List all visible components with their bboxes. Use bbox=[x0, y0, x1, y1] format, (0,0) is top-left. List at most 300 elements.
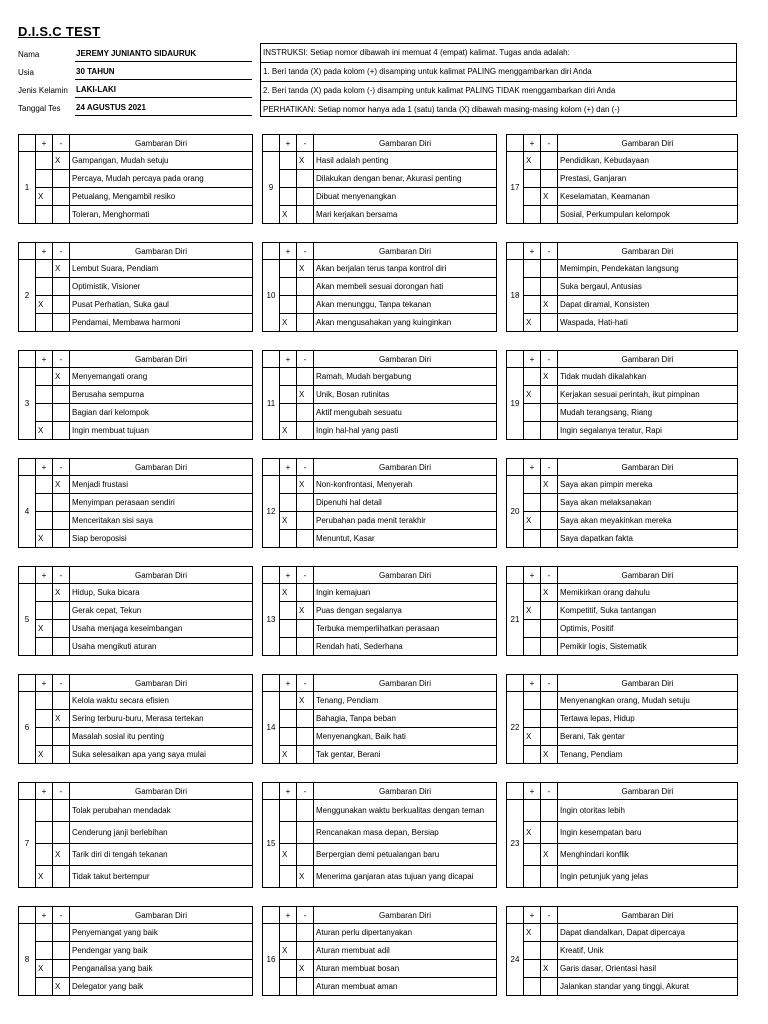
plus-mark-cell[interactable] bbox=[524, 260, 541, 278]
statement-row bbox=[507, 602, 738, 620]
minus-mark-cell[interactable]: X bbox=[53, 476, 70, 494]
plus-mark-cell[interactable]: X bbox=[280, 314, 297, 332]
instruction-line: 2. Beri tanda (X) pada kolom (-) disamping untuk kalimat PALING TIDAK menggambarkan diri Anda bbox=[261, 81, 736, 100]
minus-mark-cell[interactable]: X bbox=[53, 368, 70, 386]
minus-header: - bbox=[297, 567, 314, 584]
plus-mark-cell[interactable] bbox=[524, 278, 541, 296]
minus-mark-cell[interactable] bbox=[53, 692, 70, 710]
plus-mark-cell[interactable] bbox=[36, 476, 53, 494]
statement-text: Saya dapatkan fakta bbox=[558, 530, 738, 548]
statement-row bbox=[19, 960, 253, 978]
minus-mark-cell[interactable]: X bbox=[541, 296, 558, 314]
minus-mark-cell[interactable] bbox=[297, 584, 314, 602]
minus-mark-cell[interactable] bbox=[541, 866, 558, 888]
minus-mark-cell[interactable] bbox=[541, 638, 558, 656]
plus-mark-cell[interactable] bbox=[280, 278, 297, 296]
minus-mark-cell[interactable] bbox=[53, 746, 70, 764]
question-number: 16 bbox=[263, 924, 280, 996]
plus-mark-cell[interactable] bbox=[36, 822, 53, 844]
plus-mark-cell[interactable] bbox=[36, 278, 53, 296]
plus-mark-cell[interactable] bbox=[280, 800, 297, 822]
number-header-cell bbox=[19, 675, 36, 692]
plus-mark-cell[interactable] bbox=[36, 844, 53, 866]
minus-header: - bbox=[541, 459, 558, 476]
minus-mark-cell[interactable]: X bbox=[53, 152, 70, 170]
plus-mark-cell[interactable] bbox=[524, 638, 541, 656]
description-header: Gambaran Diri bbox=[558, 675, 738, 692]
minus-mark-cell[interactable] bbox=[53, 206, 70, 224]
plus-mark-cell[interactable]: X bbox=[280, 584, 297, 602]
statement-row bbox=[19, 476, 253, 494]
description-header: Gambaran Diri bbox=[314, 243, 497, 260]
statement-row bbox=[19, 530, 253, 548]
minus-mark-cell[interactable]: X bbox=[53, 710, 70, 728]
minus-mark-cell[interactable] bbox=[297, 942, 314, 960]
statement-row bbox=[263, 800, 497, 822]
plus-mark-cell[interactable] bbox=[280, 710, 297, 728]
question-number: 23 bbox=[507, 800, 524, 888]
plus-mark-cell[interactable] bbox=[524, 844, 541, 866]
statement-text: Ingin hal-hal yang pasti bbox=[314, 422, 497, 440]
statement-row bbox=[263, 638, 497, 656]
plus-header: + bbox=[524, 459, 541, 476]
statement-row bbox=[19, 602, 253, 620]
plus-mark-cell[interactable] bbox=[280, 404, 297, 422]
number-header-cell bbox=[19, 243, 36, 260]
plus-mark-cell[interactable] bbox=[36, 584, 53, 602]
question-table bbox=[262, 566, 497, 656]
minus-mark-cell[interactable] bbox=[53, 602, 70, 620]
minus-mark-cell[interactable] bbox=[541, 978, 558, 996]
plus-mark-cell[interactable]: X bbox=[524, 728, 541, 746]
minus-mark-cell[interactable] bbox=[297, 746, 314, 764]
minus-mark-cell[interactable]: X bbox=[297, 692, 314, 710]
plus-mark-cell[interactable] bbox=[524, 206, 541, 224]
plus-mark-cell[interactable]: X bbox=[524, 602, 541, 620]
plus-mark-cell[interactable] bbox=[36, 314, 53, 332]
minus-mark-cell[interactable]: X bbox=[53, 260, 70, 278]
statement-text: Perubahan pada menit terakhir bbox=[314, 512, 497, 530]
minus-mark-cell[interactable] bbox=[541, 170, 558, 188]
minus-mark-cell[interactable]: X bbox=[541, 188, 558, 206]
statement-row bbox=[263, 404, 497, 422]
minus-mark-cell[interactable] bbox=[297, 422, 314, 440]
plus-mark-cell[interactable] bbox=[524, 422, 541, 440]
plus-mark-cell[interactable] bbox=[280, 296, 297, 314]
plus-mark-cell[interactable] bbox=[280, 170, 297, 188]
plus-mark-cell[interactable] bbox=[280, 978, 297, 996]
question-number: 8 bbox=[19, 924, 36, 996]
plus-mark-cell[interactable] bbox=[36, 170, 53, 188]
plus-mark-cell[interactable] bbox=[280, 602, 297, 620]
minus-mark-cell[interactable] bbox=[297, 188, 314, 206]
plus-mark-cell[interactable] bbox=[280, 620, 297, 638]
minus-mark-cell[interactable] bbox=[53, 404, 70, 422]
question-number: 19 bbox=[507, 368, 524, 440]
plus-mark-cell[interactable]: X bbox=[36, 530, 53, 548]
minus-mark-cell[interactable] bbox=[541, 404, 558, 422]
minus-mark-cell[interactable]: X bbox=[53, 584, 70, 602]
minus-mark-cell[interactable] bbox=[297, 494, 314, 512]
plus-mark-cell[interactable]: X bbox=[280, 422, 297, 440]
plus-mark-cell[interactable] bbox=[524, 746, 541, 764]
statement-text: Kreatif, Unik bbox=[558, 942, 738, 960]
plus-mark-cell[interactable] bbox=[36, 206, 53, 224]
minus-mark-cell[interactable] bbox=[541, 152, 558, 170]
minus-mark-cell[interactable] bbox=[297, 170, 314, 188]
plus-mark-cell[interactable] bbox=[524, 476, 541, 494]
plus-mark-cell[interactable] bbox=[280, 692, 297, 710]
statement-text: Aturan membuat bosan bbox=[314, 960, 497, 978]
statement-text: Petualang, Mengambil resiko bbox=[70, 188, 253, 206]
minus-mark-cell[interactable] bbox=[541, 260, 558, 278]
minus-header: - bbox=[541, 351, 558, 368]
statement-text: Ingin otoritas lebih bbox=[558, 800, 738, 822]
minus-header: - bbox=[297, 675, 314, 692]
statement-text: Tertawa lepas, Hidup bbox=[558, 710, 738, 728]
statement-text: Dapat diandalkan, Dapat dipercaya bbox=[558, 924, 738, 942]
minus-header: - bbox=[297, 907, 314, 924]
plus-mark-cell[interactable] bbox=[524, 866, 541, 888]
minus-mark-cell[interactable] bbox=[297, 638, 314, 656]
plus-mark-cell[interactable]: X bbox=[524, 152, 541, 170]
minus-mark-cell[interactable] bbox=[541, 692, 558, 710]
plus-header: + bbox=[36, 243, 53, 260]
minus-mark-cell[interactable] bbox=[297, 206, 314, 224]
question-number: 11 bbox=[263, 368, 280, 440]
plus-mark-cell[interactable] bbox=[524, 188, 541, 206]
minus-mark-cell[interactable] bbox=[53, 728, 70, 746]
plus-mark-cell[interactable] bbox=[524, 296, 541, 314]
plus-mark-cell[interactable] bbox=[280, 368, 297, 386]
minus-mark-cell[interactable] bbox=[53, 942, 70, 960]
minus-mark-cell[interactable] bbox=[53, 314, 70, 332]
statement-row bbox=[19, 978, 253, 996]
plus-mark-cell[interactable] bbox=[36, 942, 53, 960]
minus-mark-cell[interactable] bbox=[297, 512, 314, 530]
minus-mark-cell[interactable] bbox=[53, 422, 70, 440]
plus-mark-cell[interactable]: X bbox=[280, 942, 297, 960]
number-header-cell bbox=[507, 783, 524, 800]
plus-mark-cell[interactable] bbox=[36, 404, 53, 422]
statement-text: Ingin kemajuan bbox=[314, 584, 497, 602]
plus-mark-cell[interactable]: X bbox=[36, 620, 53, 638]
minus-mark-cell[interactable] bbox=[541, 206, 558, 224]
description-header: Gambaran Diri bbox=[314, 135, 497, 152]
minus-mark-cell[interactable] bbox=[541, 314, 558, 332]
plus-mark-cell[interactable] bbox=[36, 978, 53, 996]
minus-mark-cell[interactable] bbox=[297, 314, 314, 332]
minus-mark-cell[interactable] bbox=[541, 924, 558, 942]
statement-text: Jalankan standar yang tinggi, Akurat bbox=[558, 978, 738, 996]
minus-mark-cell[interactable] bbox=[297, 620, 314, 638]
statement-text: Mari kerjakan bersama bbox=[314, 206, 497, 224]
minus-mark-cell[interactable] bbox=[53, 296, 70, 314]
minus-mark-cell[interactable] bbox=[297, 978, 314, 996]
statement-text: Percaya, Mudah percaya pada orang bbox=[70, 170, 253, 188]
minus-mark-cell[interactable] bbox=[297, 822, 314, 844]
plus-mark-cell[interactable]: X bbox=[280, 746, 297, 764]
minus-mark-cell[interactable]: X bbox=[53, 978, 70, 996]
statement-row bbox=[19, 494, 253, 512]
minus-mark-cell[interactable] bbox=[53, 170, 70, 188]
question-number: 20 bbox=[507, 476, 524, 548]
plus-mark-cell[interactable] bbox=[280, 822, 297, 844]
minus-mark-cell[interactable] bbox=[541, 278, 558, 296]
statement-row bbox=[507, 844, 738, 866]
minus-mark-cell[interactable]: X bbox=[541, 844, 558, 866]
minus-mark-cell[interactable]: X bbox=[297, 260, 314, 278]
statement-row bbox=[19, 728, 253, 746]
statement-row bbox=[263, 188, 497, 206]
plus-mark-cell[interactable]: X bbox=[36, 746, 53, 764]
question-number: 21 bbox=[507, 584, 524, 656]
plus-mark-cell[interactable] bbox=[36, 152, 53, 170]
minus-mark-cell[interactable]: X bbox=[541, 746, 558, 764]
minus-header: - bbox=[297, 135, 314, 152]
question-table bbox=[262, 458, 497, 548]
minus-mark-cell[interactable] bbox=[53, 278, 70, 296]
plus-header: + bbox=[524, 907, 541, 924]
plus-mark-cell[interactable] bbox=[36, 710, 53, 728]
minus-mark-cell[interactable] bbox=[297, 924, 314, 942]
minus-mark-cell[interactable]: X bbox=[297, 476, 314, 494]
plus-mark-cell[interactable] bbox=[280, 260, 297, 278]
minus-mark-cell[interactable]: X bbox=[541, 476, 558, 494]
statement-text: Ingin kesempatan baru bbox=[558, 822, 738, 844]
statement-text: Menyenangkan orang, Mudah setuju bbox=[558, 692, 738, 710]
minus-mark-cell[interactable] bbox=[53, 924, 70, 942]
question-table bbox=[262, 782, 497, 888]
plus-mark-cell[interactable] bbox=[280, 476, 297, 494]
question-number: 10 bbox=[263, 260, 280, 332]
plus-mark-cell[interactable]: X bbox=[36, 960, 53, 978]
minus-mark-cell[interactable] bbox=[53, 960, 70, 978]
minus-mark-cell[interactable]: X bbox=[297, 960, 314, 978]
statement-text: Tenang, Pendiam bbox=[558, 746, 738, 764]
minus-mark-cell[interactable] bbox=[297, 728, 314, 746]
statement-text: Saya akan melaksanakan bbox=[558, 494, 738, 512]
statement-text: Aktif mengubah sesuatu bbox=[314, 404, 497, 422]
minus-mark-cell[interactable] bbox=[53, 188, 70, 206]
statement-row bbox=[263, 296, 497, 314]
plus-mark-cell[interactable] bbox=[524, 710, 541, 728]
minus-mark-cell[interactable] bbox=[297, 278, 314, 296]
plus-mark-cell[interactable] bbox=[280, 638, 297, 656]
statement-row bbox=[19, 800, 253, 822]
plus-mark-cell[interactable] bbox=[280, 188, 297, 206]
plus-mark-cell[interactable]: X bbox=[36, 422, 53, 440]
statement-row bbox=[19, 844, 253, 866]
statement-text: Sosial, Perkumpulan kelompok bbox=[558, 206, 738, 224]
statement-row bbox=[507, 822, 738, 844]
plus-mark-cell[interactable] bbox=[36, 386, 53, 404]
question-table bbox=[506, 566, 738, 656]
statement-row bbox=[507, 494, 738, 512]
plus-mark-cell[interactable]: X bbox=[280, 844, 297, 866]
plus-mark-cell[interactable] bbox=[36, 602, 53, 620]
statement-row bbox=[19, 620, 253, 638]
question-number: 6 bbox=[19, 692, 36, 764]
plus-mark-cell[interactable] bbox=[280, 728, 297, 746]
plus-header: + bbox=[524, 783, 541, 800]
minus-mark-cell[interactable] bbox=[541, 602, 558, 620]
plus-mark-cell[interactable] bbox=[524, 170, 541, 188]
number-header-cell bbox=[19, 783, 36, 800]
minus-mark-cell[interactable] bbox=[53, 638, 70, 656]
minus-mark-cell[interactable] bbox=[53, 800, 70, 822]
statement-text: Pendidikan, Kebudayaan bbox=[558, 152, 738, 170]
plus-header: + bbox=[524, 567, 541, 584]
minus-mark-cell[interactable] bbox=[53, 866, 70, 888]
plus-mark-cell[interactable] bbox=[36, 494, 53, 512]
question-table bbox=[18, 242, 253, 332]
plus-mark-cell[interactable]: X bbox=[280, 206, 297, 224]
statement-row bbox=[19, 746, 253, 764]
plus-mark-cell[interactable]: X bbox=[524, 822, 541, 844]
minus-mark-cell[interactable] bbox=[297, 530, 314, 548]
plus-mark-cell[interactable] bbox=[280, 924, 297, 942]
statement-text: Tolak perubahan mendadak bbox=[70, 800, 253, 822]
plus-mark-cell[interactable] bbox=[36, 692, 53, 710]
plus-mark-cell[interactable] bbox=[36, 512, 53, 530]
minus-mark-cell[interactable] bbox=[297, 368, 314, 386]
statement-row bbox=[507, 368, 738, 386]
statement-text: Dipenuhi hal detail bbox=[314, 494, 497, 512]
plus-mark-cell[interactable]: X bbox=[524, 924, 541, 942]
plus-mark-cell[interactable] bbox=[280, 960, 297, 978]
plus-mark-cell[interactable]: X bbox=[36, 866, 53, 888]
minus-mark-cell[interactable] bbox=[541, 822, 558, 844]
statement-row bbox=[507, 296, 738, 314]
statement-text: Sering terburu-buru, Merasa tertekan bbox=[70, 710, 253, 728]
statement-text: Keselamatan, Keamanan bbox=[558, 188, 738, 206]
minus-mark-cell[interactable]: X bbox=[297, 866, 314, 888]
minus-mark-cell[interactable] bbox=[541, 386, 558, 404]
statement-row bbox=[19, 710, 253, 728]
plus-mark-cell[interactable] bbox=[280, 152, 297, 170]
number-header-cell bbox=[263, 783, 280, 800]
plus-mark-cell[interactable] bbox=[280, 866, 297, 888]
plus-mark-cell[interactable] bbox=[36, 728, 53, 746]
minus-mark-cell[interactable] bbox=[53, 530, 70, 548]
plus-mark-cell[interactable] bbox=[524, 584, 541, 602]
plus-mark-cell[interactable] bbox=[524, 494, 541, 512]
minus-mark-cell[interactable]: X bbox=[541, 960, 558, 978]
info-value: LAKI-LAKI bbox=[75, 85, 252, 98]
statement-row bbox=[19, 368, 253, 386]
minus-mark-cell[interactable]: X bbox=[297, 152, 314, 170]
minus-mark-cell[interactable] bbox=[541, 530, 558, 548]
question-number: 12 bbox=[263, 476, 280, 548]
minus-mark-cell[interactable] bbox=[541, 710, 558, 728]
plus-mark-cell[interactable] bbox=[524, 800, 541, 822]
plus-header: + bbox=[280, 459, 297, 476]
description-header: Gambaran Diri bbox=[558, 907, 738, 924]
plus-mark-cell[interactable] bbox=[524, 692, 541, 710]
minus-mark-cell[interactable]: X bbox=[541, 368, 558, 386]
description-header: Gambaran Diri bbox=[70, 351, 253, 368]
plus-mark-cell[interactable]: X bbox=[524, 314, 541, 332]
plus-mark-cell[interactable]: X bbox=[524, 386, 541, 404]
minus-mark-cell[interactable] bbox=[297, 404, 314, 422]
statement-text: Saya akan meyakinkan mereka bbox=[558, 512, 738, 530]
minus-mark-cell[interactable] bbox=[297, 710, 314, 728]
minus-mark-cell[interactable] bbox=[297, 844, 314, 866]
minus-mark-cell[interactable] bbox=[297, 296, 314, 314]
plus-mark-cell[interactable] bbox=[524, 530, 541, 548]
plus-mark-cell[interactable] bbox=[36, 924, 53, 942]
minus-header: - bbox=[541, 907, 558, 924]
info-row-gender bbox=[18, 81, 254, 99]
plus-mark-cell[interactable] bbox=[36, 800, 53, 822]
plus-mark-cell[interactable] bbox=[524, 978, 541, 996]
plus-mark-cell[interactable] bbox=[280, 386, 297, 404]
statement-row bbox=[19, 584, 253, 602]
plus-mark-cell[interactable] bbox=[524, 368, 541, 386]
plus-mark-cell[interactable] bbox=[36, 638, 53, 656]
info-label: Jenis Kelamin bbox=[18, 86, 68, 95]
description-header: Gambaran Diri bbox=[70, 135, 253, 152]
minus-header: - bbox=[297, 243, 314, 260]
statement-row bbox=[19, 942, 253, 960]
minus-mark-cell[interactable] bbox=[541, 512, 558, 530]
statement-row bbox=[263, 620, 497, 638]
minus-mark-cell[interactable] bbox=[541, 620, 558, 638]
minus-mark-cell[interactable] bbox=[541, 728, 558, 746]
minus-mark-cell[interactable] bbox=[541, 942, 558, 960]
statement-text: Suka selesaikan apa yang saya mulai bbox=[70, 746, 253, 764]
minus-mark-cell[interactable]: X bbox=[297, 602, 314, 620]
minus-mark-cell[interactable]: X bbox=[297, 386, 314, 404]
statement-text: Tak gentar, Berani bbox=[314, 746, 497, 764]
statement-text: Aturan perlu dipertanyakan bbox=[314, 924, 497, 942]
plus-mark-cell[interactable]: X bbox=[36, 296, 53, 314]
plus-mark-cell[interactable] bbox=[280, 530, 297, 548]
minus-mark-cell[interactable] bbox=[53, 386, 70, 404]
statement-text: Pusat Perhatian, Suka gaul bbox=[70, 296, 253, 314]
plus-mark-cell[interactable]: X bbox=[36, 188, 53, 206]
minus-mark-cell[interactable] bbox=[53, 494, 70, 512]
minus-mark-cell[interactable]: X bbox=[541, 584, 558, 602]
statement-row bbox=[19, 422, 253, 440]
minus-mark-cell[interactable] bbox=[541, 494, 558, 512]
statement-text: Hasil adalah penting bbox=[314, 152, 497, 170]
description-header: Gambaran Diri bbox=[70, 907, 253, 924]
plus-mark-cell[interactable] bbox=[280, 494, 297, 512]
plus-mark-cell[interactable] bbox=[524, 620, 541, 638]
plus-mark-cell[interactable]: X bbox=[280, 512, 297, 530]
statement-text: Gampangan, Mudah setuju bbox=[70, 152, 253, 170]
statement-text: Usaha menjaga keseimbangan bbox=[70, 620, 253, 638]
minus-mark-cell[interactable] bbox=[541, 422, 558, 440]
minus-mark-cell[interactable] bbox=[297, 800, 314, 822]
minus-mark-cell[interactable] bbox=[541, 800, 558, 822]
plus-mark-cell[interactable] bbox=[36, 368, 53, 386]
plus-mark-cell[interactable]: X bbox=[524, 512, 541, 530]
number-header-cell bbox=[507, 459, 524, 476]
minus-mark-cell[interactable]: X bbox=[53, 844, 70, 866]
statement-text: Ingin membuat tujuan bbox=[70, 422, 253, 440]
minus-mark-cell[interactable] bbox=[53, 620, 70, 638]
plus-mark-cell[interactable] bbox=[524, 404, 541, 422]
minus-mark-cell[interactable] bbox=[53, 822, 70, 844]
statement-row bbox=[263, 476, 497, 494]
minus-mark-cell[interactable] bbox=[53, 512, 70, 530]
plus-mark-cell[interactable] bbox=[524, 942, 541, 960]
plus-mark-cell[interactable] bbox=[524, 960, 541, 978]
plus-mark-cell[interactable] bbox=[36, 260, 53, 278]
